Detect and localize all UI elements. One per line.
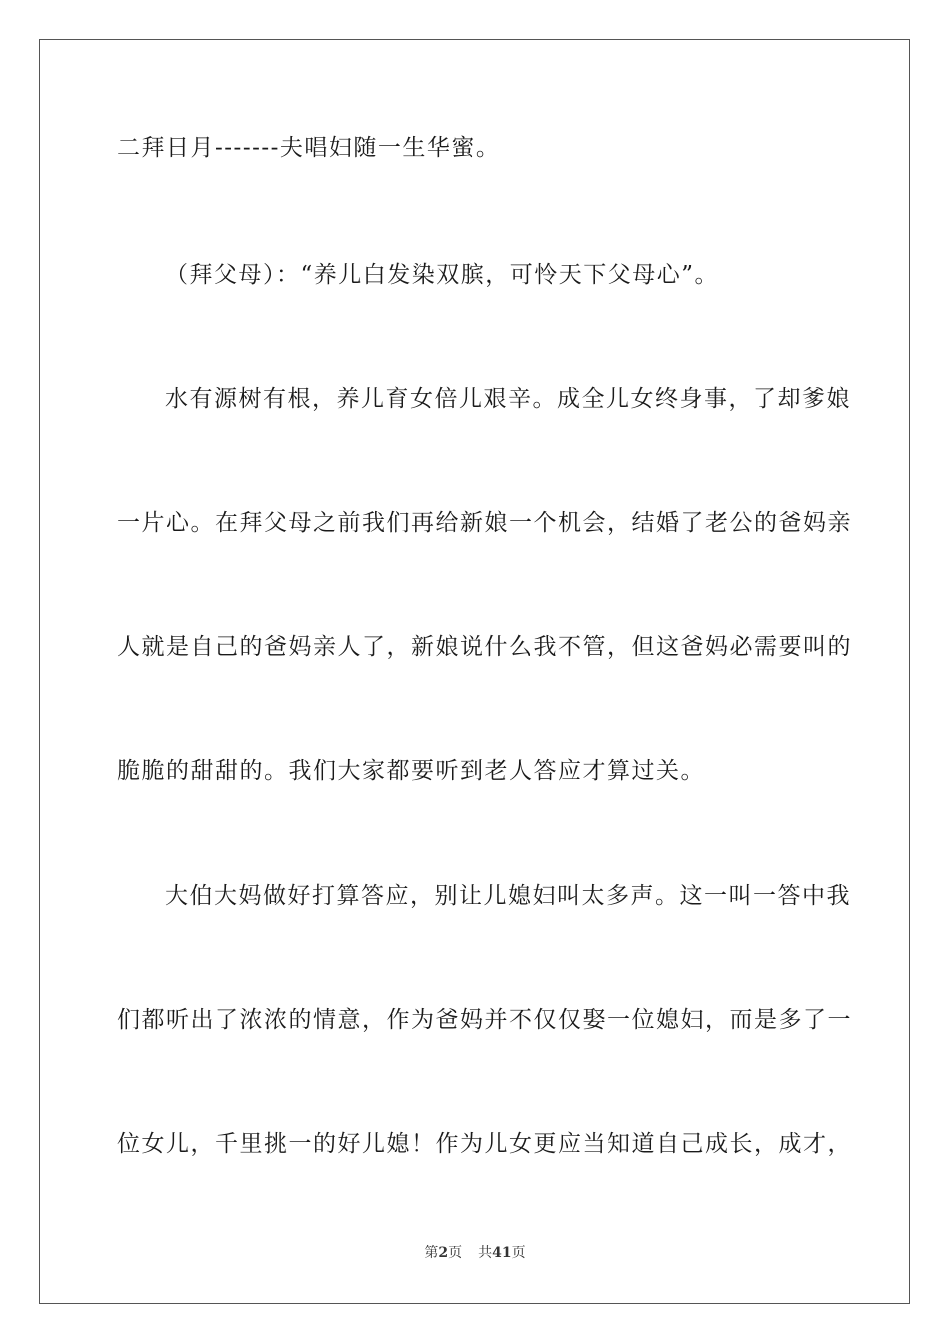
- text-line-8: 们都听出了浓浓的情意，作为爸妈并不仅仅娶一位媳妇，而是多了一: [117, 1007, 852, 1033]
- total-prefix: 共: [478, 1245, 493, 1261]
- text-line-2: （拜父母）：“养儿白发染双膑，可怜天下父母心”。: [165, 262, 720, 288]
- page-border: [39, 39, 910, 1304]
- text-line-9: 位女儿，千里挑一的好儿媳！作为儿女更应当知道自己成长，成才，: [117, 1131, 852, 1157]
- total-suffix: 页: [511, 1245, 526, 1261]
- total-pages-number: 41: [492, 1245, 512, 1261]
- page-footer: [0, 1244, 950, 1262]
- text-line-1: 二拜日月-------夫唱妇随一生华蜜。: [117, 135, 501, 161]
- text-line-5: 人就是自己的爸妈亲人了，新娘说什么我不管，但这爸妈必需要叫的: [117, 634, 852, 660]
- text-line-6: 脆脆的甜甜的。我们大家都要听到老人答应才算过关。: [117, 758, 705, 784]
- page-prefix: 第: [424, 1245, 439, 1261]
- text-line-3: 水有源树有根，养儿育女倍儿艰辛。成全儿女终身事，了却爹娘: [165, 386, 851, 412]
- text-line-4: 一片心。在拜父母之前我们再给新娘一个机会，结婚了老公的爸妈亲: [117, 510, 852, 536]
- current-page-number: 2: [438, 1245, 449, 1261]
- text-line-7: 大伯大妈做好打算答应，别让儿媳妇叫太多声。这一叫一答中我: [165, 883, 851, 909]
- page-suffix: 页: [448, 1245, 463, 1261]
